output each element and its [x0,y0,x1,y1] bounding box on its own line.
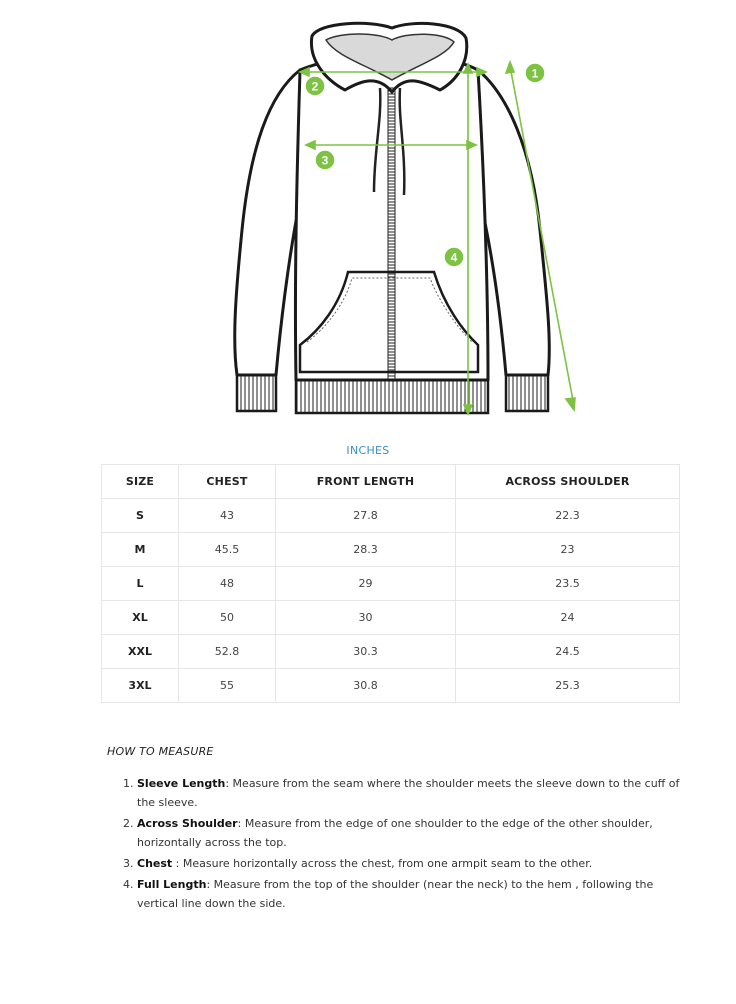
front-length-cell: 30.3 [276,635,456,669]
across-shoulder-cell: 24 [456,601,680,635]
front-length-cell: 27.8 [276,499,456,533]
step-text: Measure horizontally across the chest, from one armpit seam to the other. [179,857,593,870]
size-cell: 3XL [102,669,179,703]
list-item [123,814,697,852]
marker-2-label: 2 [311,79,319,94]
step-number: 3. [123,857,134,870]
step-separator: : [172,857,180,870]
across-shoulder-cell: 24.5 [456,635,680,669]
front-length-cell: 30.8 [276,669,456,703]
header-across-shoulder: ACROSS SHOULDER [456,465,680,499]
unit-label: INCHES [346,444,390,457]
table-row [102,601,680,635]
chest-cell: 45.5 [179,533,276,567]
step-separator: : [237,817,242,830]
step-term: Full Length [137,878,207,891]
marker-4-label: 4 [450,250,458,265]
list-item [123,875,697,913]
size-cell: XXL [102,635,179,669]
marker-4 [444,247,464,267]
front-length-cell: 30 [276,601,456,635]
step-number: 1. [123,777,134,790]
step-text: Measure from the edge of one shoulder to the edge of the other shoulder, horizontally across the top. [137,817,653,849]
chest-cell: 55 [179,669,276,703]
across-shoulder-cell: 25.3 [456,669,680,703]
marker-3-label: 3 [321,153,329,168]
front-length-cell: 28.3 [276,533,456,567]
list-item [123,774,697,812]
step-text: Measure from the seam where the shoulder meets the sleeve down to the cuff of the sleeve. [137,777,680,809]
step-text: Measure from the top of the shoulder (near the neck) to the hem , following the vertical line down the side. [137,878,654,910]
chest-cell: 43 [179,499,276,533]
marker-1-label: 1 [531,66,539,81]
list-item [123,854,697,873]
how-to-measure-title: HOW TO MEASURE [107,745,214,758]
size-cell: L [102,567,179,601]
header-front-length: FRONT LENGTH [276,465,456,499]
table-row [102,499,680,533]
front-length-cell: 29 [276,567,456,601]
measure-steps-list [123,774,697,915]
hoodie-diagram [0,0,736,430]
step-term: Chest [137,857,173,870]
across-shoulder-cell: 22.3 [456,499,680,533]
chest-cell: 52.8 [179,635,276,669]
chest-cell: 50 [179,601,276,635]
step-separator: : [225,777,230,790]
marker-1 [525,63,545,83]
size-chart-table [101,464,680,703]
table-row [102,567,680,601]
step-term: Sleeve Length [137,777,226,790]
sleeve-length-arrow-bottom [566,398,575,410]
marker-3 [315,150,335,170]
left-cuff [237,375,276,411]
header-size: SIZE [102,465,179,499]
waistband [296,380,488,413]
zipper [388,88,395,380]
header-chest: CHEST [179,465,276,499]
table-row [102,669,680,703]
size-cell: M [102,533,179,567]
table-row [102,635,680,669]
right-cuff [506,375,548,411]
table-header-row [102,465,680,499]
size-cell: S [102,499,179,533]
left-sleeve [235,70,300,375]
step-separator: : [206,878,211,891]
across-shoulder-cell: 23.5 [456,567,680,601]
step-number: 4. [123,878,134,891]
sleeve-length-arrow-top [506,62,514,73]
table-row [102,533,680,567]
across-shoulder-cell: 23 [456,533,680,567]
marker-2 [305,76,325,96]
size-cell: XL [102,601,179,635]
step-number: 2. [123,817,134,830]
step-term: Across Shoulder [137,817,238,830]
chest-cell: 48 [179,567,276,601]
